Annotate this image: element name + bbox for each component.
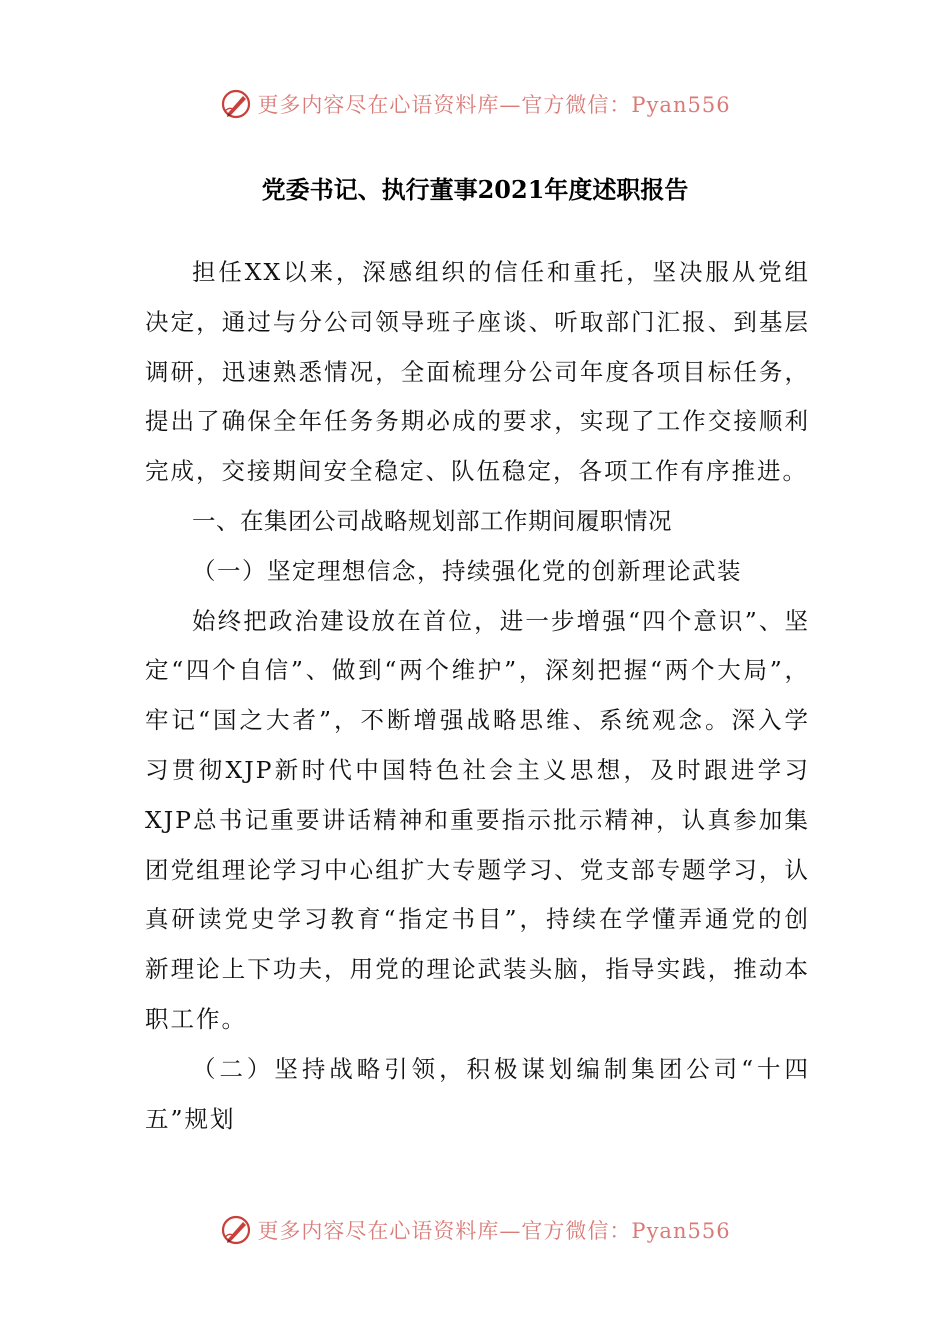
section-heading: 一、在集团公司战略规划部工作期间履职情况 bbox=[192, 506, 672, 535]
document-body bbox=[145, 248, 810, 1144]
watermark-text: 更多内容尽在心语资料库—官方微信：Pyan556 bbox=[257, 93, 731, 117]
watermark-header bbox=[0, 84, 950, 124]
pen-logo-icon bbox=[219, 87, 253, 121]
watermark-footer bbox=[0, 1210, 950, 1250]
body-paragraph: 始终把政治建设放在首位，进一步增强“四个意识”、坚定“四个自信”、做到“两个维护”，深刻把握“两个大局”，牢记“国之大者”，不断增强战略思维、系统观念。深入学习贯彻XJP新时代中国特色社会主义思想，及时跟进学习XJP总书记重要讲话精神和重要指示批示精神，认真参加集团党组理论学习中心组扩大专题学习、党支部专题学习，认真研读党史学习教育“指定书目”，持续在学懂弄通党的创新理论上下功夫，用党的理论武装头脑，指导实践，推动本职工作。 bbox=[145, 606, 810, 1033]
subsection-heading: （一）坚定理想信念，持续强化党的创新理论武装 bbox=[192, 556, 742, 585]
watermark-text: 更多内容尽在心语资料库—官方微信：Pyan556 bbox=[257, 1219, 731, 1243]
subsection-heading-2: （二）坚持战略引领，积极谋划编制集团公司“十四五”规划 bbox=[145, 1054, 810, 1133]
intro-paragraph: 担任XX以来，深感组织的信任和重托，坚决服从党组决定，通过与分公司领导班子座谈、听取部门汇报、到基层调研，迅速熟悉情况，全面梳理分公司年度各项目标任务，提出了确保全年任务务期必成的要求，实现了工作交接顺利完成，交接期间安全稳定、队伍稳定，各项工作有序推进。 bbox=[145, 258, 810, 486]
pen-logo-icon bbox=[219, 1213, 253, 1247]
document-title: 党委书记、执行董事2021年度述职报告 bbox=[261, 175, 689, 204]
